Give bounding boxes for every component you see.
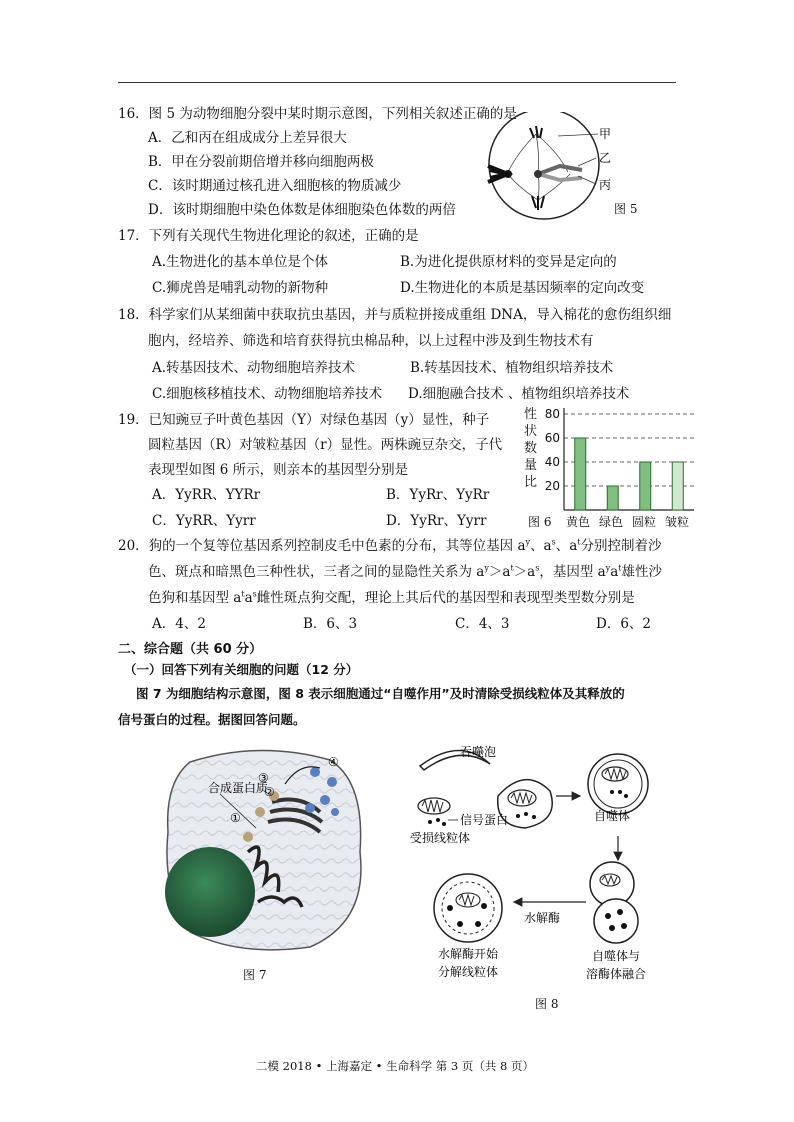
q20-option-a: A．4、2 [152,616,206,632]
fig8-label-hydrolase: 水解酶 [524,911,561,925]
fig6-category-labels [566,513,706,529]
fig6-caption: 图 6 [528,515,552,529]
figure-7-cell-structure [160,742,370,954]
q19-option-a: A．YyRR、YYRr [152,487,261,503]
q20-option-d: D．6、2 [596,616,652,632]
fig6-y-tick-label: 40 [544,455,560,469]
q18-option-a: A.转基因技术、动物细胞培养技术 [152,360,356,376]
fig8-label-signal-protein: 信号蛋白 [460,813,509,827]
fig8-label-autophagosome: 自噬体 [594,809,631,823]
page-footer: 二模 2018 • 上海嘉定 • 生命科学 第 3 页（共 8 页） [256,1059,535,1073]
fig6-bar-3 [640,462,651,510]
q20-line1: 20．狗的一个复等位基因系列控制皮毛中色素的分布，其等位基因 $a^y$、$a^s$、$a^t$分别控制着沙 [118,537,662,554]
q20-option-b: B．6、3 [303,616,358,632]
figure-6-bar-chart [540,404,700,516]
q19-option-d: D．YyRr、Yyrr [386,513,487,529]
section-2-intro-line1: 图 7 为细胞结构示意图，图 8 表示细胞通过“自噬作用”及时清除受损线粒体及其释放的 [136,686,625,701]
q18-stem-line2: 胞内，经培养、筛选和培育获得抗虫棉品种，以上过程中涉及到生物技术有 [148,333,594,349]
header-rule [118,82,676,83]
q19-option-b: B．YyRr、YyRr [386,487,490,503]
fig7-marker-1: ① [230,811,241,825]
q17-option-d: D.生物进化的本质是基因频率的定向改变 [400,280,645,296]
fig5-caption: 图 5 [614,202,638,216]
q19-stem-line2: 圆粒基因（R）对皱粒基因（r）显性。两株豌豆杂交，子代 [148,437,503,453]
fig8-label-degrade-1: 水解酶开始 [438,947,499,961]
q18-option-c: C.细胞核移植技术、动物细胞培养技术 [152,386,383,402]
chromosomes [488,166,582,182]
autophagosome [588,754,648,814]
centrosome-bottom [532,196,544,210]
fig8-label-damaged-mito: 受损线粒体 [410,831,471,845]
autophagosome-lysosome-fusion [590,862,638,943]
q16-option-c: C．该时期通过核孔进入细胞核的物质减少 [148,178,402,194]
fig8-label-fusion-2: 溶酶体融合 [586,967,647,981]
q16-option-a: A．乙和丙在组成成分上差异很大 [148,130,347,146]
q20-line2: 色、斑点和暗黑色三种性状，三者之间的显隐性关系为 $a^y>a^t>a^s$，基因型 $a^ya^t$雄性沙 [148,563,662,580]
hydrolase-degrading-mitochondrion [434,874,502,942]
fig7-marker-3: ③ [258,771,269,785]
nucleus [165,847,255,937]
q16-stem: 16．图 5 为动物细胞分裂中某时期示意图，下列相关叙述正确的是 [118,106,517,122]
q17-option-c: C.狮虎兽是哺乳动物的新物种 [152,280,329,296]
fig7-marker-4: ④ [328,755,339,769]
fig8-label-degrade-2: 分解线粒体 [438,965,499,979]
q20-line3: 色狗和基因型 $a^ta^s$雌性斑点狗交配，理论上其后代的基因型和表现型类型数分别是 [148,589,635,606]
q19-stem-line3: 表现型如图 6 所示，则亲本的基因型分别是 [148,462,409,478]
q19-stem-line1: 19．已知豌豆子叶黄色基因（Y）对绿色基因（y）显性，种子 [118,412,490,428]
fig7-caption: 图 7 [243,968,267,982]
section-2-heading: 二、综合题（共 60 分） [118,642,263,657]
fig6-y-tick-label: 80 [544,407,560,421]
fig5-label-jia: 甲 [599,127,612,141]
q18-option-b: B.转基因技术、植物组织培养技术 [410,360,614,376]
fig6-y-tick-label: 20 [544,479,560,493]
fig6-bar-1 [575,438,586,510]
cell-membrane [489,112,599,219]
fig6-bar-4 [672,462,683,510]
q18-option-d: D.细胞融合技术 、植物组织培养技术 [408,386,630,402]
fig6-category-label: 黄色 [566,515,591,529]
fig6-y-axis-label: 性状数量比 [524,407,538,490]
q17-stem: 17．下列有关现代生物进化理论的叙述，正确的是 [118,228,419,244]
fig5-label-bing: 丙 [599,178,612,192]
q16-option-d: D．该时期细胞中染色体数是体细胞染色体数的两倍 [148,202,456,218]
q17-option-a: A.生物进化的基本单位是个体 [152,254,329,270]
q17-option-b: B.为进化提供原材料的变异是定向的 [400,254,617,270]
q20-option-c: C．4、3 [455,616,510,632]
fig8-label-phagophore: 吞噬泡 [460,745,497,759]
q18-stem-line1: 18．科学家们从某细菌中获取抗虫基因，并与质粒拼接成重组 DNA，导入棉花的愈伤组织细 [118,307,672,323]
fig6-y-tick-label: 60 [544,431,560,445]
damaged-mitochondrion [418,798,450,826]
fig8-caption: 图 8 [535,997,559,1011]
fig8-label-fusion-1: 自噬体与 [592,949,641,963]
fig6-category-label: 圆粒 [632,515,657,529]
fig5-label-yi: 乙 [599,151,612,165]
fig7-label-protein: 合成蛋白质 [208,781,269,795]
fig7-marker-2: ② [264,785,275,799]
section-2-intro-line2: 信号蛋白的过程。据图回答问题。 [118,712,306,727]
q19-option-c: C．YyRR、Yyrr [152,513,256,529]
fig6-bar-2 [607,486,618,510]
q16-option-b: B．甲在分裂前期倍增并移向细胞两极 [148,154,374,170]
section-2-sub1: （一）回答下列有关细胞的问题（12 分） [124,662,359,677]
fig6-category-label: 皱粒 [665,515,690,529]
fig6-category-label: 绿色 [599,515,624,529]
figure-8-autophagy [410,736,680,1000]
